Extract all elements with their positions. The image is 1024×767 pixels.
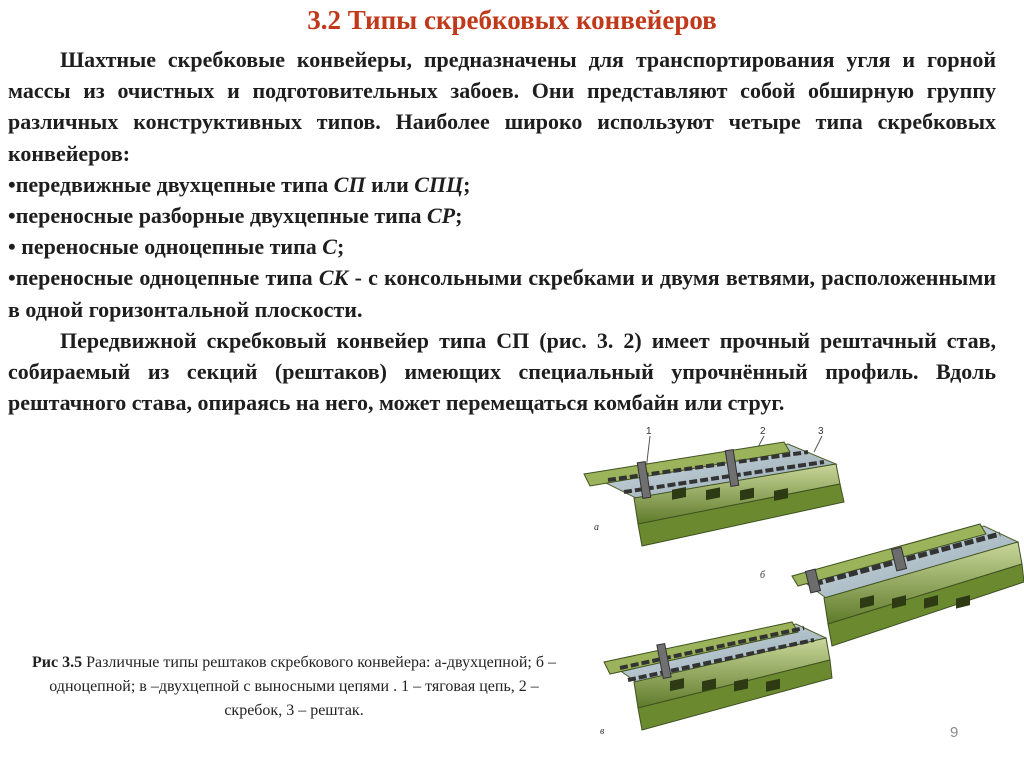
callout-3: 3 [818, 426, 824, 437]
body-text [8, 44, 996, 418]
pan-c [600, 622, 832, 737]
pan-a [584, 442, 844, 546]
figure-caption [20, 651, 568, 723]
panel-label-a: а [594, 522, 599, 533]
type-code: С [322, 234, 337, 260]
conveyor-pans-figure [578, 422, 1024, 744]
type-code: СР [427, 203, 456, 229]
type-code: СПЦ [414, 171, 464, 197]
bullet-text: ; [463, 171, 471, 197]
paragraph-description: Передвижной скребковый конвейер типа СП (рис. 3. 2) имеет прочный рештачный став, собираемый из секций (рештаков) имеющих специальный упрочнённый профиль. Вдоль рештачного става, опираясь на него, может перемещаться комбайн или струг. [8, 327, 996, 416]
bullet-item [8, 200, 996, 231]
bullet-text: ; [455, 203, 463, 229]
panel-label-b: б [760, 570, 766, 581]
bullet-item [8, 231, 996, 262]
page-number: 9 [950, 724, 959, 741]
caption-label: Рис 3.5 [31, 654, 83, 671]
caption-text: Различные типы рештаков скребкового конвейера: а-двухцепной; б – одноцепной; в –двухцепной с выносными цепями . 1 – тяговая цепь, 2 – скребок, 3 – рештак. [49, 654, 556, 719]
bullet-text: • переносные одноцепные типа [8, 234, 323, 260]
page-title: 3.2 Типы скребковых конвейеров [307, 5, 717, 35]
type-code: СП [333, 171, 366, 197]
bullet-text: или [365, 171, 415, 197]
callout-2: 2 [760, 426, 766, 437]
type-code: СК [318, 265, 349, 291]
bullet-text: •переносные одноцепные типа [8, 265, 319, 291]
bullet-text: - с консольными скребками и двумя ветвями, расположенными в одной горизонтальной плоскости. [8, 265, 996, 322]
bullet-text: •переносные разборные двухцепные типа [8, 203, 427, 229]
bullet-item [8, 262, 996, 324]
callout-1: 1 [646, 426, 652, 437]
panel-label-c: в [600, 726, 605, 737]
paragraph-intro: Шахтные скребковые конвейеры, предназначены для транспортирования угля и горной массы из очистных и подготовительных забоев. Они представляют собой обширную группу различных конструктивных типов. Наиболее широко используют четыре типа скребковых конвейеров: [8, 47, 996, 166]
bullet-item [8, 169, 996, 200]
bullet-text: •передвижные двухцепные типа [8, 171, 334, 197]
bullet-text: ; [336, 234, 345, 260]
